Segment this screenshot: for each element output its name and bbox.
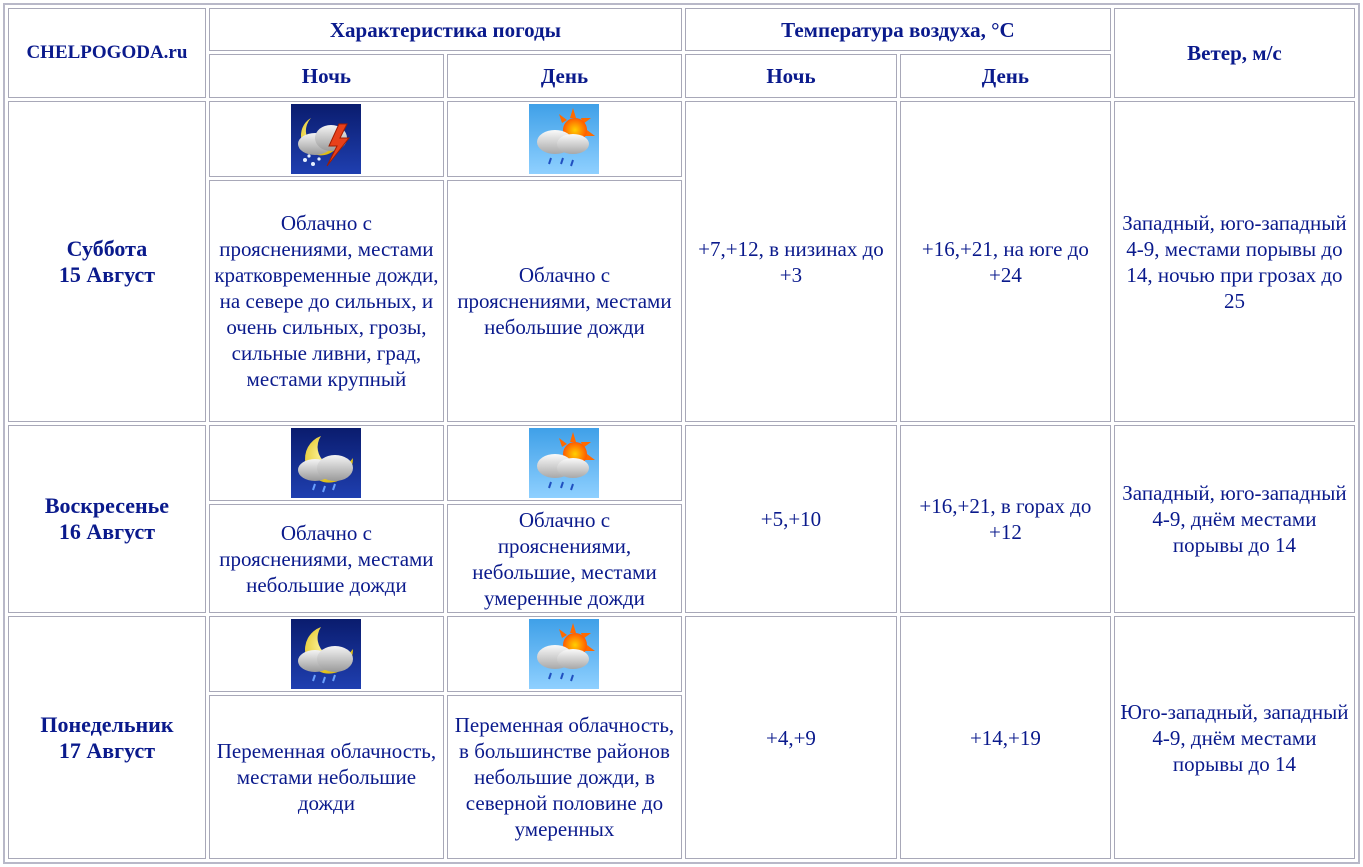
weather-night-header: Ночь [209, 54, 444, 97]
temp-night: +4,+9 [685, 616, 897, 859]
temp-day: +16,+21, в горах до +12 [900, 425, 1111, 613]
forecast-frame [3, 3, 1360, 864]
night-icon-cell [209, 616, 444, 692]
wind-header: Ветер, м/с [1114, 8, 1355, 98]
day-description: Облачно с прояснениями, местами небольшие дожди [447, 180, 682, 423]
moon-cloud-rain-icon [291, 428, 361, 498]
air-temperature-header: Температура воздуха, °C [685, 8, 1111, 51]
site-name[interactable]: CHELPOGODA.ru [8, 8, 206, 98]
night-icon-cell [209, 101, 444, 177]
moon-cloud-rain-icon [291, 619, 361, 689]
night-icon-cell [209, 425, 444, 501]
day-label [8, 425, 206, 613]
temp-day: +16,+21, на юге до +24 [900, 101, 1111, 422]
sun-cloud-rain-icon [529, 428, 599, 498]
wind: Западный, юго-западный 4-9, днём местами порывы до 14 [1114, 425, 1355, 613]
day-label [8, 101, 206, 422]
day-name: Воскресенье [44, 493, 170, 519]
forecast-table [5, 5, 1358, 862]
day-name: Суббота [66, 235, 148, 261]
night-description: Переменная облачность, местами небольшие дожди [209, 695, 444, 859]
moon-cloud-thunderstorm-hail-icon [291, 104, 361, 174]
day-description: Переменная облачность, в большинстве районов небольшие дожди, в северной половине до умеренных [447, 695, 682, 859]
weather-day-header: День [447, 54, 682, 97]
day-date: 17 Август [58, 737, 156, 763]
day-date: 16 Август [58, 519, 156, 545]
wind: Западный, юго-западный 4-9, местами порывы до 14, ночью при грозах до 25 [1114, 101, 1355, 422]
temp-day: +14,+19 [900, 616, 1111, 859]
day-icon-cell [447, 616, 682, 692]
temp-day-header: День [900, 54, 1111, 97]
sun-cloud-rain-icon [529, 619, 599, 689]
day-icon-cell [447, 101, 682, 177]
day-description: Облачно с прояснениями, небольшие, местами умеренные дожди [447, 504, 682, 613]
temp-night: +7,+12, в низинах до +3 [685, 101, 897, 422]
weather-characteristics-header: Характеристика погоды [209, 8, 682, 51]
day-icon-cell [447, 425, 682, 501]
sun-cloud-rain-icon [529, 104, 599, 174]
day-label [8, 616, 206, 859]
night-description: Облачно с прояснениями, местами кратковременные дожди, на севере до сильных, и очень сильных, грозы, сильные ливни, град, местами крупный [209, 180, 444, 423]
wind: Юго-западный, западный 4-9, днём местами порывы до 14 [1114, 616, 1355, 859]
day-name: Понедельник [40, 711, 174, 737]
night-description: Облачно с прояснениями, местами небольшие дожди [209, 504, 444, 613]
temp-night-header: Ночь [685, 54, 897, 97]
day-date: 15 Август [58, 261, 156, 287]
temp-night: +5,+10 [685, 425, 897, 613]
